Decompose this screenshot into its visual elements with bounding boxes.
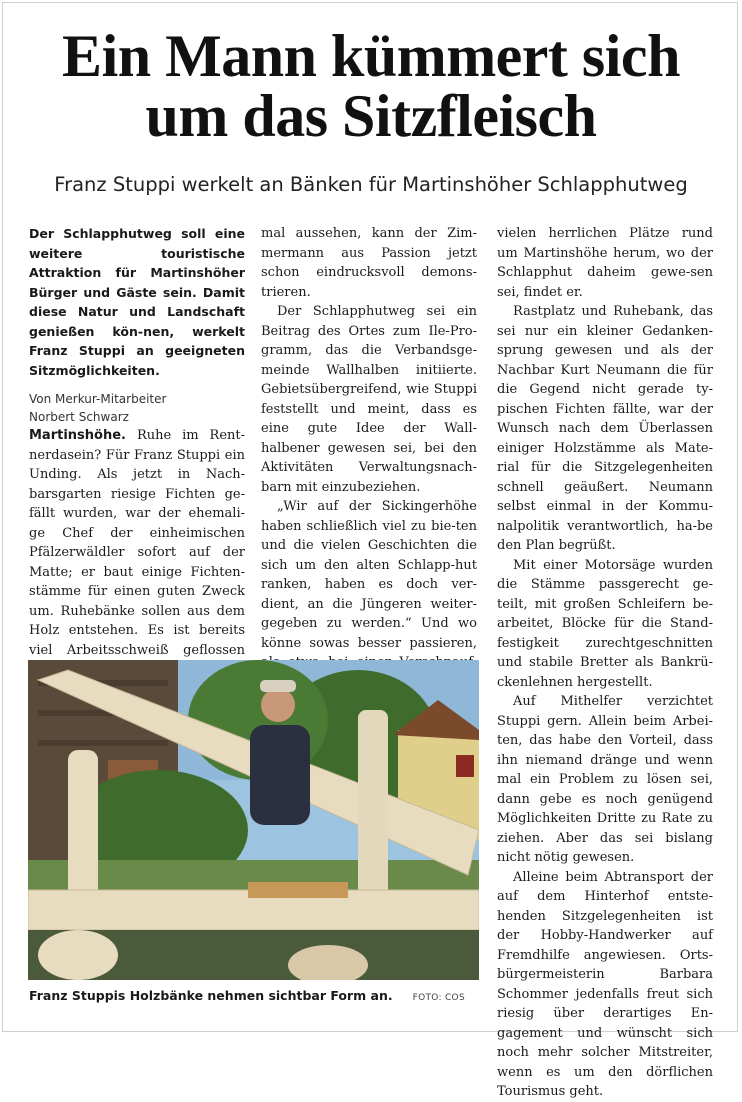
article-column-1 (29, 224, 245, 680)
photo-house-window (456, 755, 474, 777)
photo-caption (29, 987, 480, 1007)
headline-line-2: um das Sitzfleisch (145, 83, 597, 149)
article-lead: Der Schlapphutweg soll eine weitere touristische Attraktion für Martinshöher Bürger und Gäste sein. Damit diese Natur und Landschaft genießen kön-nen, werkelt Franz Stuppi an geeigneten Sitzmöglichkeiten. (29, 226, 245, 378)
column-3-paragraph-5: Alleine beim Abtransport der auf dem Hinterhof entste-henden Sitzgelegenheiten ist der Hobby-Handwerker auf Fremdhilfe angewiesen. Orts-bürgermeisterin Barbara Schommer jedenfalls freut sich riesig über derartiges En-gagement und wünscht sich noch mehr solcher Mitstreiter, wenn es um den dörflichen Tourismus geht. (497, 869, 713, 1099)
subheadline: Franz Stuppi werkelt an Bänken für Martinshöher Schlapphutweg (54, 173, 688, 196)
photo-credit: FOTO: COS (412, 993, 465, 1003)
author-byline (29, 390, 245, 426)
photo-post-right (358, 710, 388, 910)
photo-wood-block (248, 882, 348, 898)
photo-post-left (68, 750, 98, 900)
author-line-1: Von Merkur-Mitarbeiter (29, 392, 167, 406)
photo-person-head (261, 688, 295, 722)
photo-shed-plank (38, 740, 168, 746)
column-3-paragraph-2: Rastplatz und Ruhebank, das sei nur ein kleiner Gedanken-sprung gewesen und als der Nachbar Kurt Neumann die für die Gegend nicht gerade ty-pischen Fichten fällte, war der Wunsch nach dem Überlassen einiger Holzstämme als Mate-rial für die Sitzgelegenheiten schnell geäußert. Neumann selbst einmal in der Kommu-nalpolitik verantwortlich, ha-be den Plan begrüßt. (497, 304, 713, 553)
article-photo (28, 660, 479, 980)
column-1-body (29, 426, 245, 680)
dateline: Martinshöhe. (29, 428, 126, 443)
column-2-paragraph-1: mal aussehen, kann der Zim-mermann aus Passion jetzt schon eindrucksvoll demons-trieren. (261, 226, 477, 300)
author-line-2: Norbert Schwarz (29, 410, 129, 424)
column-1-text: Ruhe im Rent-nerdasein? Für Franz Stuppi ein Unding. Als jetzt in Nach-barsgarten riesige Fichten ge-fällt wurden, war der ehemali-ge Chef der einheimischen Pfälzerwäldler sofort auf der Matte; er baut einige Fichten-stämme für einen guten Zweck um. Ruhebänke sollen aus dem Holz entstehen. Es ist bereits viel Arbeitsschweiß geflossen (29, 428, 245, 658)
headline-line-1: Ein Mann kümmert sich (62, 23, 680, 89)
photo-person-cap (260, 680, 296, 692)
photo-person-body (250, 725, 310, 825)
article-column-3 (497, 224, 713, 1102)
column-2-paragraph-3: „Wir auf der Sickingerhöhe haben schließlich viel zu bie-ten und die vielen Geschichten die sich um den alten Schlapp-hut ranken, haben es doch ver-dient, an die Jüngeren weiter-gegeben zu werden.“ Und wo könne sowas besser passieren, (261, 499, 477, 651)
caption-text: Franz Stuppis Holzbänke nehmen sichtbar Form an. (29, 988, 393, 1003)
headline (20, 23, 722, 149)
column-3-paragraph-1: vielen herrlichen Plätze rund um Martinshöhe herum, wo der Schlapphut daheim gewe-sen sei, findet er. (497, 226, 713, 300)
article-column-2 (261, 224, 477, 692)
column-3-paragraph-4: Auf Mithelfer verzichtet Stuppi gern. Allein beim Arbei-ten, das habe den Vorteil, dass ihn niemand dränge und wenn mal ein Problem zu lösen sei, dann gebe es noch genügend Möglichkeiten Dritte zu Rate zu ziehen. Aber das sei bislang nicht nötig gewesen. (497, 694, 713, 865)
photo-illustration (28, 660, 479, 980)
column-3-paragraph-3: Mit einer Motorsäge wurden die Stämme passgerecht ge-teilt, mit großen Schleifern be-arbeitet, Blöcke für die Stand-festigkeit zurechtgeschnitten und stabile Bretter als Bankrü-ckenlehnen hergestellt. (497, 557, 713, 690)
column-2-paragraph-2: Der Schlapphutweg sei ein Beitrag des Ortes zum Ile-Pro-gramm, das die Verbandsge-meinde Wallhalben initiierte. Gebietsübergreifend, wie Stuppi feststellt und meint, dass es eine gute Idee der Wall-halbener gewesen sei, bei den Aktivitäten Verwaltungsnach-barn mit einzubeziehen. (261, 304, 477, 495)
photo-log-end (38, 930, 118, 980)
